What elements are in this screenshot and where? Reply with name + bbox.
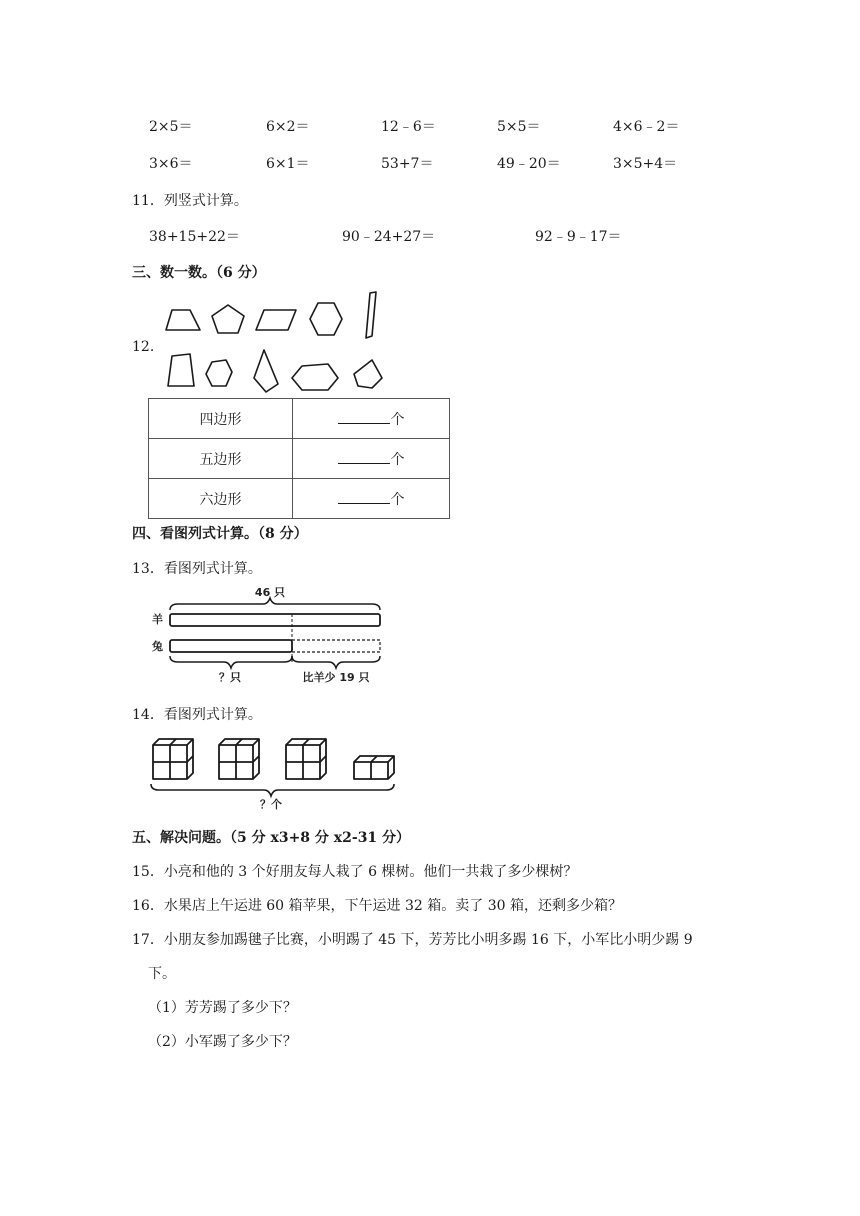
calc-row2-item4: 49﹣20＝: [497, 156, 561, 172]
calc-row2-item3: 53+7＝: [381, 156, 434, 172]
row-label-quadrilateral: 四边形: [149, 399, 293, 439]
answer-blank[interactable]: [338, 411, 390, 424]
hexagon-shape: [310, 303, 342, 335]
cube-group-4: [354, 756, 394, 779]
calc-row1-item5: 4×6﹣2＝: [613, 119, 680, 135]
small-hexagon-shape: [206, 360, 232, 386]
shape-count-table: [148, 398, 450, 519]
q11-title: 11．列竖式计算。: [132, 193, 248, 209]
thin-parallelogram-shape: [366, 292, 376, 338]
q15-text: 15．小亮和他的 3 个好朋友每人栽了 6 棵树。他们一共栽了多少棵树？: [132, 864, 578, 880]
calc-row1-item1: 2×5＝: [149, 119, 193, 135]
pentagon-shape: [212, 305, 244, 333]
unit-label: 个: [390, 451, 405, 468]
trapezoid-shape: [166, 310, 200, 330]
calc-row2-item2: 6×1＝: [266, 156, 310, 172]
q13-title: 13．看图列式计算。: [132, 561, 262, 577]
cube-diagram: [148, 736, 398, 812]
section5-heading: 五、解决问题。（5 分 x3+8 分 x2-31 分）: [132, 830, 411, 846]
unit-label: 个: [390, 411, 405, 428]
table-row: [149, 439, 450, 479]
unit-label: 个: [390, 491, 405, 508]
calc-row1-item3: 12﹣6＝: [381, 119, 436, 135]
cube-group-1: [153, 739, 193, 779]
q11-item3: 92﹣9﹣17＝: [535, 229, 622, 245]
q17-sub2: （2）小军踢了多少下？: [148, 1034, 297, 1050]
section3-heading: 三、数一数。（6 分）: [132, 265, 266, 281]
calc-row1-item4: 5×5＝: [497, 119, 541, 135]
long-hexagon-shape: [292, 364, 338, 390]
q16-text: 16．水果店上午运进 60 箱苹果，下午运进 32 箱。卖了 30 箱，还剩多少箱？: [132, 898, 622, 914]
q14-title: 14．看图列式计算。: [132, 707, 262, 723]
difference-label: 比羊少 19 只: [302, 671, 370, 684]
rabbit-label: 兔: [152, 640, 163, 653]
quadrilateral-shape: [168, 354, 194, 386]
table-row: [149, 479, 450, 519]
calc-row2-item1: 3×6＝: [149, 156, 193, 172]
shapes-figure: [160, 290, 390, 396]
row-label-pentagon: 五边形: [149, 439, 293, 479]
q12-number: 12．: [132, 339, 164, 355]
kite-shape: [254, 350, 278, 392]
q17-sub1: （1）芳芳踢了多少下？: [148, 1000, 297, 1016]
answer-blank[interactable]: [338, 451, 390, 464]
sheep-label: 羊: [152, 613, 163, 626]
answer-blank[interactable]: [338, 491, 390, 504]
calc-row1-item2: 6×2＝: [266, 119, 310, 135]
pentagon-kite-shape: [354, 360, 382, 388]
table-row: [149, 399, 450, 439]
q17-line2: 下。: [148, 966, 176, 982]
answer-cell-hexagon[interactable]: [293, 479, 450, 519]
row-label-hexagon: 六边形: [149, 479, 293, 519]
question-label: ？只: [219, 671, 241, 684]
section4-heading: 四、看图列式计算。（8 分）: [132, 526, 308, 542]
cube-group-2: [219, 739, 259, 779]
parallelogram-shape: [256, 310, 296, 330]
calc-row2-item5: 3×5+4＝: [613, 156, 678, 172]
total-label: 46 只: [254, 586, 286, 599]
answer-cell-quadrilateral[interactable]: [293, 399, 450, 439]
cube-question-label: ？个: [260, 798, 282, 811]
answer-cell-pentagon[interactable]: [293, 439, 450, 479]
q11-item2: 90﹣24+27＝: [342, 229, 436, 245]
cube-group-3: [286, 739, 326, 779]
q17-line1: 17．小朋友参加踢毽子比赛，小明踢了 45 下，芳芳比小明多踢 16 下，小军比小明少踢 9: [132, 932, 693, 948]
q11-item1: 38+15+22＝: [149, 229, 240, 245]
bar-diagram: [148, 588, 384, 688]
